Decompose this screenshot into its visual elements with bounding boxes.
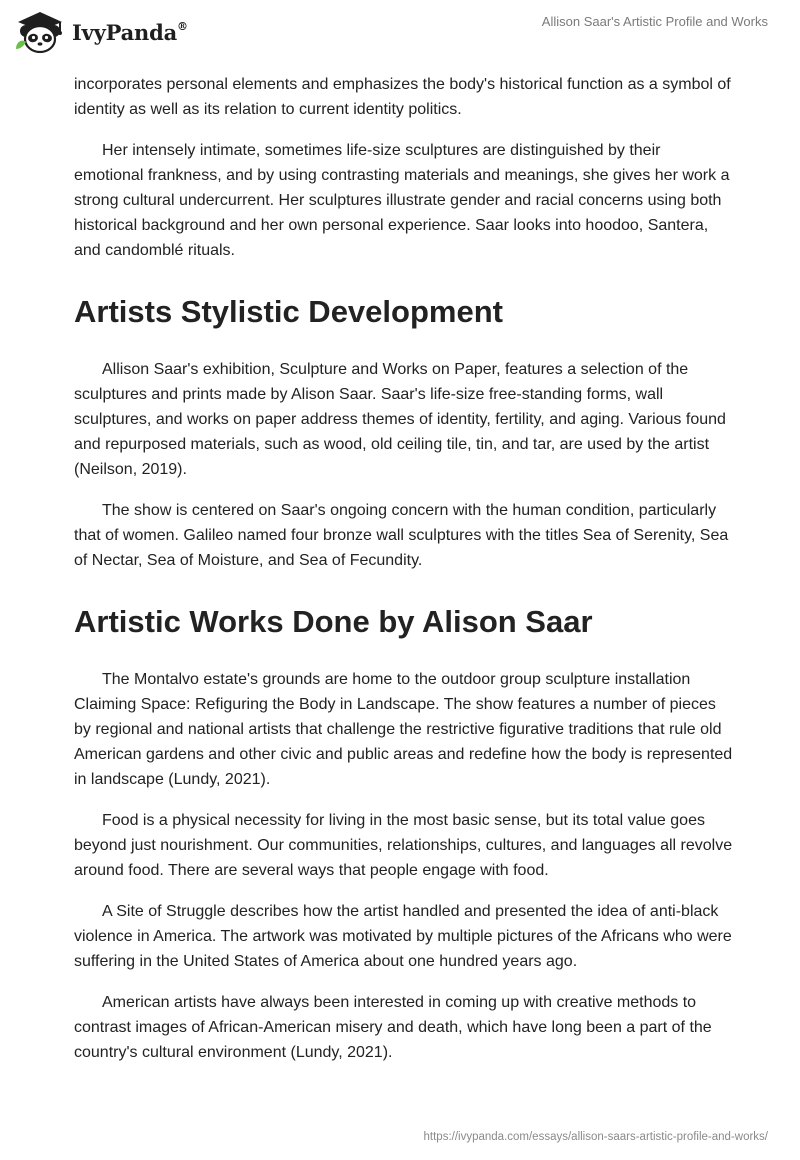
paragraph: Her intensely intimate, sometimes life-size sculptures are distinguished by their emotional frankness, and by using contrasting materials and meanings, she gives her work a strong cultural undercurrent. Her sculptures illustrate gender and racial concerns using both historical background and her own personal experience. Saar looks into hoodoo, Santera, and candomblé rituals.: [74, 142, 730, 259]
source-url-link[interactable]: https://ivypanda.com/essays/allison-saars-artistic-profile-and-works/: [423, 1131, 768, 1143]
paragraph: A Site of Struggle describes how the artist handled and presented the idea of anti-black violence in America. The artwork was motivated by multiple pictures of the Africans who were suffering in the United States of America about one hundred years ago.: [74, 903, 732, 970]
panda-graduation-cap-icon: [14, 9, 66, 53]
section-heading: Artistic Works Done by Alison Saar: [74, 604, 593, 639]
paragraph: Allison Saar's exhibition, Sculpture and Works on Paper, features a selection of the sculptures and prints made by Alison Saar. Saar's life-size free-standing forms, wall sculptures, and works on paper address themes of identity, fertility, and aging. Various found and repurposed materials, such as wood, old ceiling tile, tin, and tar, are used by the artist (Neilson, 2019).: [74, 361, 726, 478]
paragraph: Food is a physical necessity for living in the most basic sense, but its total value goes beyond just nourishment. Our communities, relationships, cultures, and languages all revolve around food. There are several ways that people engage with food.: [74, 812, 733, 879]
section-heading: Artists Stylistic Development: [74, 294, 503, 329]
page-title: Allison Saar's Artistic Profile and Works: [541, 14, 768, 29]
essay-content: [74, 72, 734, 1081]
paragraph: The show is centered on Saar's ongoing concern with the human condition, particularly that of women. Galileo named four bronze wall sculptures with the titles Sea of Serenity, Sea of Nectar, Sea of Moisture, and Sea of Fecundity.: [74, 502, 729, 569]
paragraph: incorporates personal elements and emphasizes the body's historical function as a symbol of identity as well as its relation to current identity politics.: [74, 76, 731, 118]
paragraph: The Montalvo estate's grounds are home to the outdoor group sculpture installation Claiming Space: Refiguring the Body in Landscape. The show features a number of pieces by regional and national artists that challenge the restrictive figurative traditions that rule old American gardens and other civic and public areas and redefine how the body is represented in landscape (Lundy, 2021).: [74, 671, 733, 788]
ivypanda-logo[interactable]: [14, 7, 188, 55]
brand-name: IvyPanda®: [72, 19, 188, 45]
paragraph: American artists have always been interested in coming up with creative methods to contrast images of African-American misery and death, which have long been a part of the country's cultural environment (Lundy, 2021).: [74, 994, 712, 1061]
page-header: [0, 0, 800, 60]
